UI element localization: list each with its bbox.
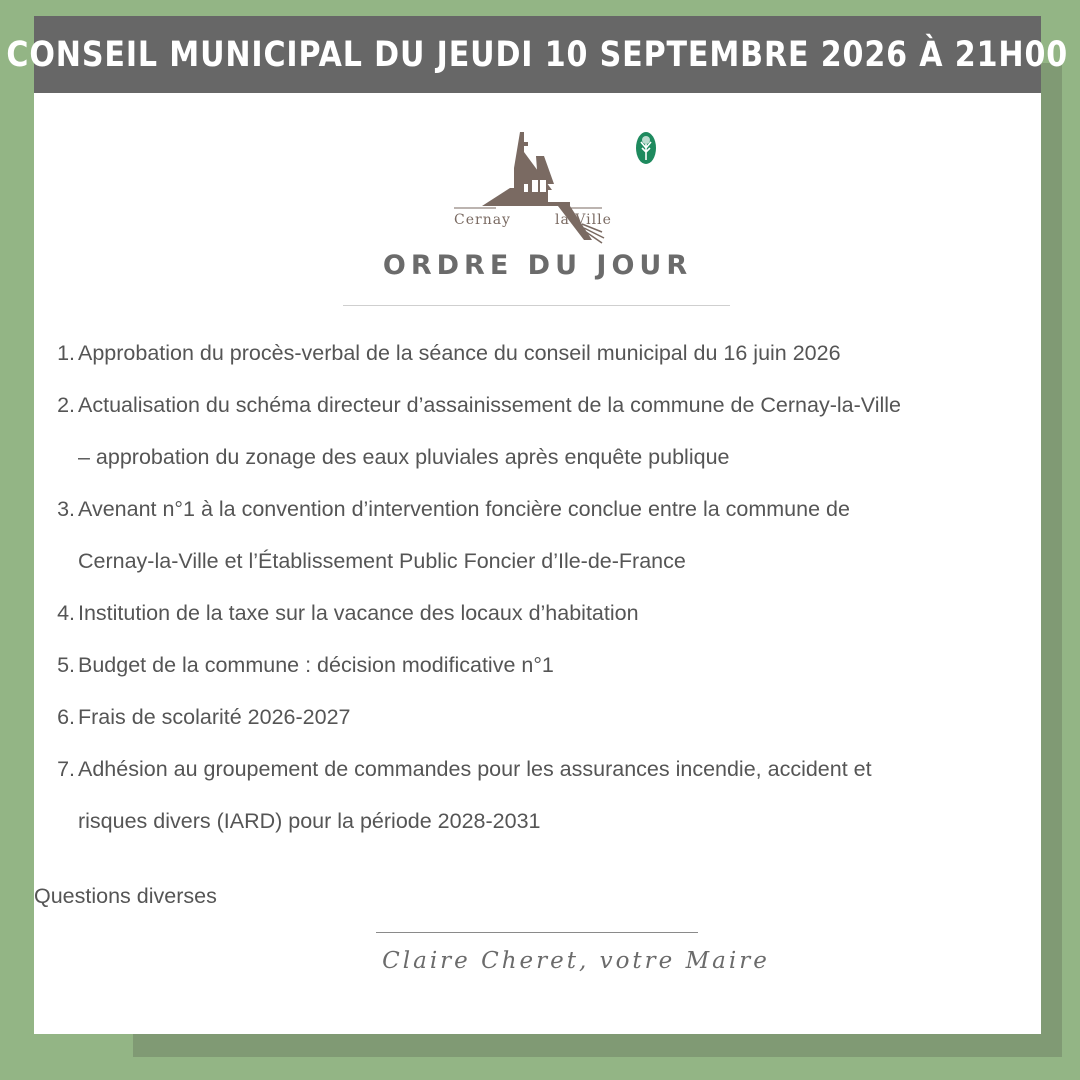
- agenda-item-number: 6.: [57, 705, 75, 729]
- tree-badge-icon: [635, 130, 657, 166]
- agenda-card: [6, 16, 1069, 1034]
- agenda-item: [34, 587, 1041, 639]
- agenda-item-text: Frais de scolarité 2026-2027: [78, 705, 351, 729]
- agenda-heading: ORDRE DU JOUR: [382, 250, 693, 281]
- agenda-item-text: risques divers (IARD) pour la période 2028-2031: [78, 809, 541, 833]
- agenda-item-number: 1.: [57, 341, 75, 365]
- agenda-item: [34, 379, 1041, 483]
- header-banner: [6, 16, 1069, 93]
- agenda-item: [34, 483, 1041, 587]
- questions-diverses: Questions diverses: [34, 884, 217, 908]
- agenda-item-number: 4.: [57, 601, 75, 625]
- logo-text-la-ville: la Ville: [555, 212, 612, 228]
- agenda-item-number: 5.: [57, 653, 75, 677]
- agenda-item-text: Actualisation du schéma directeur d’assainissement de la commune de Cernay-la-Ville: [78, 393, 901, 417]
- agenda-item-number: 2.: [57, 393, 75, 417]
- agenda-item-number: 3.: [57, 497, 75, 521]
- logo-text-cernay: Cernay: [454, 212, 511, 228]
- agenda-item-text: Adhésion au groupement de commandes pour les assurances incendie, accident et: [78, 757, 872, 781]
- agenda-item-text: – approbation du zonage des eaux pluviales après enquête publique: [78, 445, 730, 469]
- signature: Claire Cheret, votre Maire: [382, 948, 770, 974]
- village-house-logo-icon: [452, 128, 632, 246]
- agenda-list: [34, 327, 1041, 847]
- agenda-item-text: Cernay-la-Ville et l’Établissement Public Foncier d’Ile-de-France: [78, 549, 686, 573]
- agenda-item-text: Approbation du procès-verbal de la séance du conseil municipal du 16 juin 2026: [78, 341, 841, 365]
- agenda-item: [34, 639, 1041, 691]
- agenda-item: [34, 327, 1041, 379]
- cernay-logo: [452, 128, 632, 246]
- agenda-item: [34, 743, 1041, 847]
- agenda-item-text: Avenant n°1 à la convention d’intervention foncière conclue entre la commune de: [78, 497, 850, 521]
- page-title: CONSEIL MUNICIPAL DU JEUDI 10 SEPTEMBRE 2026 À 21H00: [6, 34, 1069, 75]
- divider-top: [343, 305, 730, 306]
- agenda-item-text: Institution de la taxe sur la vacance des locaux d’habitation: [78, 601, 639, 625]
- divider-bottom: [376, 932, 698, 933]
- agenda-item: [34, 691, 1041, 743]
- agenda-item-number: 7.: [57, 757, 75, 781]
- agenda-item-text: Budget de la commune : décision modificative n°1: [78, 653, 554, 677]
